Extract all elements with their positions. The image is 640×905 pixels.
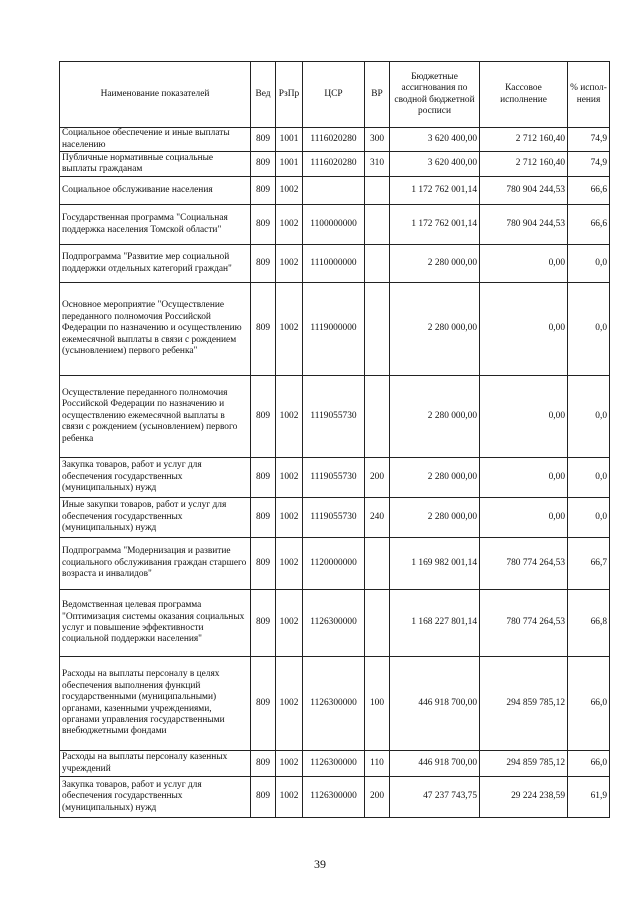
table-row (60, 152, 610, 177)
table-row (60, 376, 610, 458)
row-csr: 1119055730 (303, 458, 365, 498)
table-row (60, 538, 610, 590)
row-name: Подпрограмма "Развитие мер социальной поддержки отдельных категорий граждан" (60, 245, 251, 283)
row-budget: 446 918 700,00 (390, 751, 480, 777)
row-vr (365, 283, 390, 376)
row-csr: 1126300000 (303, 751, 365, 777)
row-pct: 66,6 (568, 205, 610, 245)
row-csr: 1120000000 (303, 538, 365, 590)
table-row (60, 498, 610, 538)
row-ved: 809 (251, 152, 276, 177)
table-row (60, 751, 610, 777)
row-csr: 1119055730 (303, 376, 365, 458)
row-csr: 1126300000 (303, 777, 365, 818)
row-pct: 0,0 (568, 458, 610, 498)
row-budget: 446 918 700,00 (390, 657, 480, 751)
row-ved: 809 (251, 538, 276, 590)
page-number: 39 (314, 857, 326, 871)
row-budget: 3 620 400,00 (390, 128, 480, 152)
row-rzpr: 1002 (276, 283, 303, 376)
budget-table (59, 61, 610, 818)
row-cash: 0,00 (480, 498, 568, 538)
row-vr: 200 (365, 458, 390, 498)
row-cash: 780 774 264,53 (480, 590, 568, 657)
row-cash: 780 904 244,53 (480, 177, 568, 205)
table-row (60, 283, 610, 376)
header-cash: Кассовое исполнение (480, 62, 568, 128)
row-cash: 0,00 (480, 245, 568, 283)
row-budget: 1 172 762 001,14 (390, 205, 480, 245)
row-vr: 110 (365, 751, 390, 777)
row-csr: 1126300000 (303, 590, 365, 657)
row-name: Расходы на выплаты персоналу в целях обеспечения выполнения функций государственными (муниципальными) органами, казенными учреждениями, органами управления государственными внебюджетными фондами (60, 657, 251, 751)
row-pct: 66,0 (568, 751, 610, 777)
row-rzpr: 1002 (276, 177, 303, 205)
table-row (60, 458, 610, 498)
row-vr (365, 177, 390, 205)
row-cash: 29 224 238,59 (480, 777, 568, 818)
row-vr (365, 590, 390, 657)
row-pct: 0,0 (568, 245, 610, 283)
row-pct: 61,9 (568, 777, 610, 818)
row-pct: 66,8 (568, 590, 610, 657)
row-ved: 809 (251, 177, 276, 205)
row-name: Ведомственная целевая программа "Оптимизация системы оказания социальных услуг и повышение эффективности социальной поддержки населения" (60, 590, 251, 657)
row-csr: 1119000000 (303, 283, 365, 376)
row-ved: 809 (251, 657, 276, 751)
row-vr: 310 (365, 152, 390, 177)
row-csr: 1110000000 (303, 245, 365, 283)
row-vr (365, 245, 390, 283)
header-pct: % испол-нения (568, 62, 610, 128)
table-row (60, 245, 610, 283)
row-rzpr: 1002 (276, 751, 303, 777)
row-name: Основное мероприятие "Осуществление переданного полномочия Российской Федерации по назначению и осуществлению ежемесячной выплаты в связи с рождением (усыновлением) первого ребенка" (60, 283, 251, 376)
row-pct: 74,9 (568, 152, 610, 177)
row-name: Социальное обслуживание населения (60, 177, 251, 205)
row-budget: 2 280 000,00 (390, 245, 480, 283)
row-name: Закупка товаров, работ и услуг для обеспечения государственных (муниципальных) нужд (60, 458, 251, 498)
row-vr: 100 (365, 657, 390, 751)
row-vr: 300 (365, 128, 390, 152)
row-budget: 3 620 400,00 (390, 152, 480, 177)
row-name: Иные закупки товаров, работ и услуг для обеспечения государственных (муниципальных) нужд (60, 498, 251, 538)
header-rzpr: РзПр (276, 62, 303, 128)
row-csr: 1126300000 (303, 657, 365, 751)
header-name: Наименование показателей (60, 62, 251, 128)
row-budget: 47 237 743,75 (390, 777, 480, 818)
row-ved: 809 (251, 777, 276, 818)
row-name: Подпрограмма "Модернизация и развитие социального обслуживания граждан старшего возраста и инвалидов" (60, 538, 251, 590)
row-cash: 0,00 (480, 458, 568, 498)
row-rzpr: 1002 (276, 376, 303, 458)
row-ved: 809 (251, 590, 276, 657)
row-vr: 240 (365, 498, 390, 538)
row-cash: 0,00 (480, 376, 568, 458)
row-budget: 1 172 762 001,14 (390, 177, 480, 205)
row-ved: 809 (251, 376, 276, 458)
row-vr (365, 376, 390, 458)
row-rzpr: 1002 (276, 657, 303, 751)
row-cash: 2 712 160,40 (480, 152, 568, 177)
row-ved: 809 (251, 283, 276, 376)
row-pct: 0,0 (568, 376, 610, 458)
row-csr: 1116020280 (303, 152, 365, 177)
row-ved: 809 (251, 128, 276, 152)
row-vr (365, 538, 390, 590)
row-ved: 809 (251, 751, 276, 777)
row-rzpr: 1002 (276, 245, 303, 283)
row-ved: 809 (251, 458, 276, 498)
row-name: Социальное обеспечение и иные выплаты населению (60, 128, 251, 152)
row-rzpr: 1002 (276, 777, 303, 818)
row-cash: 294 859 785,12 (480, 751, 568, 777)
header-ved: Вед (251, 62, 276, 128)
row-budget: 1 169 982 001,14 (390, 538, 480, 590)
row-cash: 780 904 244,53 (480, 205, 568, 245)
table-row (60, 590, 610, 657)
row-cash: 294 859 785,12 (480, 657, 568, 751)
row-vr: 200 (365, 777, 390, 818)
row-cash: 2 712 160,40 (480, 128, 568, 152)
table-row (60, 177, 610, 205)
row-name: Публичные нормативные социальные выплаты гражданам (60, 152, 251, 177)
header-csr: ЦСР (303, 62, 365, 128)
row-rzpr: 1001 (276, 152, 303, 177)
row-budget: 2 280 000,00 (390, 376, 480, 458)
table-row (60, 657, 610, 751)
row-budget: 2 280 000,00 (390, 283, 480, 376)
row-csr: 1119055730 (303, 498, 365, 538)
row-rzpr: 1002 (276, 538, 303, 590)
row-name: Закупка товаров, работ и услуг для обеспечения государственных (муниципальных) нужд (60, 777, 251, 818)
row-budget: 2 280 000,00 (390, 498, 480, 538)
row-pct: 74,9 (568, 128, 610, 152)
row-name: Государственная программа "Социальная поддержка населения Томской области" (60, 205, 251, 245)
row-rzpr: 1002 (276, 205, 303, 245)
row-csr: 1116020280 (303, 128, 365, 152)
row-rzpr: 1002 (276, 590, 303, 657)
row-cash: 0,00 (480, 283, 568, 376)
row-rzpr: 1001 (276, 128, 303, 152)
row-name: Расходы на выплаты персоналу казенных учреждений (60, 751, 251, 777)
row-pct: 66,7 (568, 538, 610, 590)
row-cash: 780 774 264,53 (480, 538, 568, 590)
row-pct: 66,6 (568, 177, 610, 205)
row-ved: 809 (251, 498, 276, 538)
row-csr (303, 177, 365, 205)
table-header-row (60, 62, 610, 128)
row-name: Осуществление переданного полномочия Российской Федерации по назначению и осуществлению ежемесячной выплаты в связи с рождением (усыновлением) первого ребенка (60, 376, 251, 458)
table-row (60, 777, 610, 818)
row-budget: 2 280 000,00 (390, 458, 480, 498)
row-ved: 809 (251, 245, 276, 283)
row-vr (365, 205, 390, 245)
row-pct: 66,0 (568, 657, 610, 751)
header-budget: Бюджетные ассигнования по сводной бюджетной росписи (390, 62, 480, 128)
row-csr: 1100000000 (303, 205, 365, 245)
row-pct: 0,0 (568, 498, 610, 538)
table-row (60, 128, 610, 152)
row-ved: 809 (251, 205, 276, 245)
row-pct: 0,0 (568, 283, 610, 376)
row-budget: 1 168 227 801,14 (390, 590, 480, 657)
table-row (60, 205, 610, 245)
header-vr: ВР (365, 62, 390, 128)
row-rzpr: 1002 (276, 498, 303, 538)
row-rzpr: 1002 (276, 458, 303, 498)
